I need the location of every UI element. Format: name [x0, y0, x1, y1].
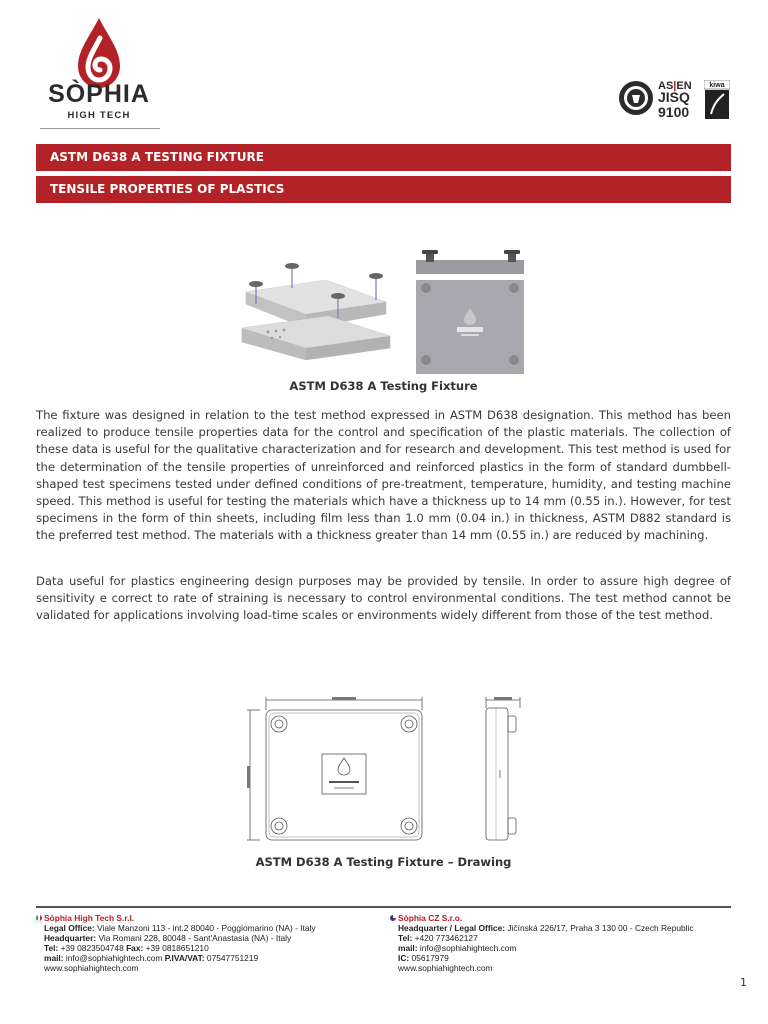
footer-web-cz[interactable]: www.sophiahightech.com	[398, 963, 493, 973]
footer-company-cz: Sòphia CZ S.r.o.	[398, 913, 463, 923]
footer-ic-cz: 05617979	[411, 953, 449, 963]
italy-flag-icon	[36, 915, 42, 921]
figure-caption-drawing: ASTM D638 A Testing Fixture – Drawing	[255, 855, 512, 869]
footer-divider	[36, 906, 731, 908]
cert-jisq-label: JISQ 9100	[658, 89, 690, 120]
footer-tel-cz: +420 773462127	[414, 933, 478, 943]
svg-text:kiwa: kiwa	[709, 82, 725, 89]
footer-mail-it[interactable]: info@sophiahightech.com	[65, 953, 163, 963]
footer-hq-address-it: Via Romani 228, 80048 - Sant'Anastasia (NA) - Italy	[98, 933, 292, 943]
fixture-photo-image	[412, 250, 530, 374]
czech-flag-icon	[390, 915, 396, 921]
footer-legal-address-it: Viale Manzoni 113 - int.2 80040 - Poggiomarino (NA) - Italy	[97, 923, 316, 933]
footer-italy-office: Sòphia High Tech S.r.l. Legal Office: Viale Manzoni 113 - int.2 80040 - Poggiomarino (NA) - Italy Headquarter: Via Romani 228, 80048 - Sant'Anastasia (NA) - Italy Tel: +39 0823504748 Fax: +39 0818651210 mail: info@sophiahightech.com P.IVA/VAT: 07547751219 www.sophiahightech.com	[36, 913, 386, 973]
title-banner: ASTM D638 A TESTING FIXTURE	[36, 144, 731, 171]
figure-caption-fixture: ASTM D638 A Testing Fixture	[289, 379, 478, 393]
body-paragraph-2: Data useful for plastics engineering design purposes may be provided by tensile. In order to assure high degree of sensitivity e correct to rate of straining is necessary to control environmental conditions. The test method cannot be validated for applications involving load-time scales or environments widely different from those of the test method.	[36, 574, 731, 623]
footer-hq-address-cz: Jičínská 226/17, Praha 3 130 00 - Czech Republic	[507, 923, 694, 933]
footer-web-it[interactable]: www.sophiahightech.com	[44, 963, 139, 973]
fixture-technical-drawing-image	[244, 694, 534, 846]
footer-fax-it: +39 0818651210	[145, 943, 209, 953]
footer-czech-office: Sòphia CZ S.r.o. Headquarter / Legal Office: Jičínská 226/17, Praha 3 130 00 - Czech Republic Tel: +420 773462127 mail: info@sophiahightech.com IC: 05617979 www.sophiahightech.com	[390, 913, 735, 973]
kiwa-logo-icon	[704, 80, 730, 120]
cert-as-en-label: AS|EN	[658, 80, 692, 92]
brand-divider	[40, 128, 160, 129]
footer-vat-it: 07547751219	[206, 953, 259, 963]
fixture-exploded-view-image	[236, 252, 396, 362]
brand-subtitle: HIGH TECH	[67, 110, 131, 121]
body-paragraph-1: The fixture was designed in relation to the test method expressed in ASTM D638 designation. This method has been realized to produce tensile properties data for the control and specification of the plastic materials. The collection of these data is useful for the qualitative characterization and for research and development. This test method is used for the determination of the tensile properties of unreinforced and reinforced plastics in the form of standard dumbbell-shaped test specimens tested under defined conditions of pre-treatment, temperature, humidity, and testing machine speed. This method is useful for testing the materials which have a thickness up to 14 mm (0.55 in.). However, for test specimens in the form of thin sheets, including film less than 1.0 mm (0.04 in.) in thickness, ASTM D882 standard is the preferred test method. The materials with a thickness greater than 14 mm (0.55 in.) are reduced by machining.	[36, 408, 731, 543]
footer-company-it: Sòphia High Tech S.r.l.	[44, 913, 135, 923]
page-number: 1	[740, 976, 747, 989]
footer-mail-cz[interactable]: info@sophiahightech.com	[419, 943, 517, 953]
subtitle-banner: TENSILE PROPERTIES OF PLASTICS	[36, 176, 731, 203]
brand-name: SÒPHIA	[48, 80, 150, 108]
accredia-seal-icon	[618, 80, 654, 116]
footer-tel-it: +39 0823504748	[60, 943, 124, 953]
